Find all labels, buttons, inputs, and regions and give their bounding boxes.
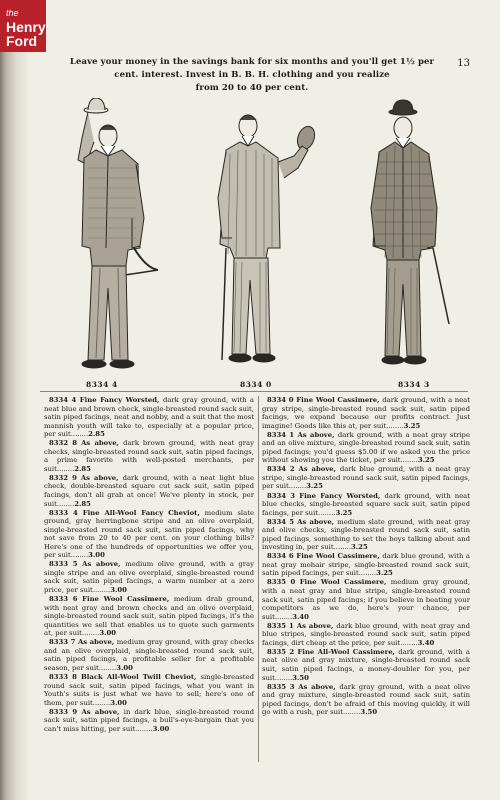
catalog-entry bbox=[262, 518, 470, 552]
entry-sku: 8333 8 bbox=[49, 673, 82, 681]
entry-name: As above, bbox=[81, 439, 124, 448]
entry-sku: 8333 6 bbox=[49, 595, 83, 604]
entry-leader-dots: ........ bbox=[318, 508, 336, 517]
entry-leader-dots: ........ bbox=[70, 551, 89, 560]
catalog-entry bbox=[262, 578, 470, 621]
entry-name: Fine Fancy Worsted, bbox=[79, 396, 163, 404]
entry-price: 3.00 bbox=[110, 586, 127, 595]
entry-name: Fine Fancy Worsted, bbox=[299, 491, 385, 500]
entry-price: 3.40 bbox=[417, 638, 435, 647]
entry-price: 3.00 bbox=[88, 551, 105, 560]
entry-sku: 8334 1 bbox=[267, 430, 298, 439]
entry-name: As above, bbox=[297, 430, 338, 439]
entry-name: As above, bbox=[81, 707, 124, 716]
catalog-entry bbox=[262, 648, 470, 682]
entry-sku: 8333 7 bbox=[49, 638, 78, 647]
logo-line-2: Henry bbox=[6, 19, 46, 35]
catalog-entry bbox=[44, 638, 254, 672]
entry-description: medium gray ground, with gray checks and an olive overplaid, single-breasted round sack suit, satin piped facings, a profitable seller for a profitable season, per suit bbox=[44, 638, 254, 672]
catalog-entry bbox=[44, 474, 254, 508]
entry-name: As above, bbox=[82, 560, 126, 569]
entry-price: 3.25 bbox=[306, 482, 323, 491]
illustration-man-tipping-hat bbox=[48, 98, 168, 378]
entry-name: Fine Wool Cassimere, bbox=[82, 595, 174, 604]
figure-caption-3: 8334 3 bbox=[398, 380, 430, 389]
entry-description: dark blue ground, with a neat gray mohair stripe, single-breasted round sack suit, satin piped facings, per suit bbox=[262, 552, 470, 578]
figure-caption-2: 8334 0 bbox=[240, 380, 272, 389]
catalog-entry bbox=[262, 431, 470, 465]
catalog-entry bbox=[262, 683, 470, 717]
entry-description: dark ground, with a neat light blue check, double-breasted square cut sack suit, satin piped facings, don't all grab at once! We've plenty in stock, per suit bbox=[44, 473, 255, 508]
left-column bbox=[44, 396, 254, 734]
entry-sku: 8334 3 bbox=[267, 491, 300, 500]
entry-price: 3.50 bbox=[360, 708, 378, 717]
entry-leader-dots: ........ bbox=[400, 638, 418, 647]
entry-name: Fine Wool Cassimere, bbox=[299, 578, 391, 587]
figure-caption-1: 8334 4 bbox=[86, 380, 118, 389]
entry-leader-dots: ........ bbox=[92, 698, 111, 707]
catalog-entry bbox=[44, 396, 254, 439]
header-line-2: cent. interest. Invest in B. B. H. clothing and you realize bbox=[114, 70, 390, 80]
entry-description: dark ground, with a neat gray stripe and an olive mixture, single-breasted round sack suit, satin piped facings; you'd guess $5.00 if we asked you the price without showing you the ticket, per suit bbox=[262, 430, 470, 465]
entry-leader-dots: ........ bbox=[56, 499, 75, 508]
catalog-entry bbox=[262, 396, 470, 430]
entry-sku: 8335 3 bbox=[267, 682, 299, 691]
entry-sku: 8334 6 bbox=[267, 552, 297, 561]
page-header bbox=[52, 56, 452, 95]
entry-name: Fine All-Wool Cassimere, bbox=[297, 647, 399, 656]
entry-sku: 8335 0 bbox=[267, 578, 300, 587]
catalog-entry bbox=[44, 673, 254, 707]
illustration-man-bowler-hat bbox=[345, 98, 465, 378]
entry-name: As above, bbox=[297, 517, 338, 526]
entry-description: dark blue ground, with neat gray and blue stripes, single-breasted round sack suit, satin piped facings, dirt cheap at the price, per suit bbox=[262, 621, 470, 647]
entry-description: medium olive ground, with a gray single stripe and an olive overplaid, single-breasted round sack suit, satin piped facings, a warm number at a zero price, per suit bbox=[44, 560, 255, 595]
entry-description: medium slate ground, gray herringbone stripe and an olive overplaid, single-breasted round sack suit, satin piped facings, why not save from 20 to 40 per cent. on your clothing bills? Here's one of the hundreds of opportunities we offer you, per suit bbox=[44, 508, 254, 560]
entry-sku: 8334 5 bbox=[267, 517, 298, 526]
henry-ford-logo bbox=[0, 0, 46, 52]
header-line-3: from 20 to 40 per cent. bbox=[195, 83, 309, 93]
entry-name: Fine Wool Cassimere, bbox=[296, 396, 383, 404]
entry-price: 3.40 bbox=[292, 612, 309, 621]
entry-price: 3.25 bbox=[417, 456, 435, 465]
entry-leader-dots: ........ bbox=[81, 629, 100, 638]
entry-name: As above, bbox=[77, 638, 117, 647]
entry-sku: 8332 8 bbox=[49, 439, 82, 448]
entry-price: 3.00 bbox=[110, 698, 127, 707]
catalog-entry bbox=[44, 708, 254, 734]
entry-name: As above, bbox=[80, 473, 123, 482]
entry-price: 3.50 bbox=[292, 673, 309, 682]
entry-description: dark brown ground, with neat gray checks, single-breasted round sack suit, satin piped facings, a prime favorite with well-posted merchants, per suit bbox=[44, 439, 254, 473]
entry-leader-dots: ........ bbox=[400, 456, 418, 465]
entry-leader-dots: ........ bbox=[98, 663, 117, 672]
entry-sku: 8333 9 bbox=[49, 707, 82, 716]
entry-sku: 8335 2 bbox=[267, 647, 298, 656]
catalog-entry bbox=[262, 622, 470, 648]
header-line-1: Leave your money in the savings bank for six months and you'll get 1½ per bbox=[69, 57, 435, 67]
entry-price: 2.85 bbox=[74, 499, 91, 508]
page-number: 13 bbox=[457, 58, 470, 69]
entry-description: dark ground, with a neat olive and gray mixture, single-breasted round sack suit, satin piped facings, a money-doubler for you, per suit bbox=[262, 647, 470, 682]
entry-leader-dots: ........ bbox=[274, 612, 293, 621]
entry-price: 3.00 bbox=[116, 663, 133, 672]
entry-price: 3.25 bbox=[335, 508, 353, 517]
entry-sku: 8332 9 bbox=[49, 473, 81, 482]
logo-line-1: the bbox=[6, 8, 19, 18]
entry-sku: 8333 4 bbox=[49, 508, 83, 517]
entry-name: Fine All-Wool Fancy Cheviot, bbox=[82, 508, 205, 517]
entry-leader-dots: ........ bbox=[56, 464, 75, 473]
entry-leader-dots: ........ bbox=[274, 673, 293, 682]
entry-leader-dots: ........ bbox=[70, 430, 89, 439]
entry-leader-dots: ........ bbox=[288, 482, 307, 491]
entry-price: 3.00 bbox=[99, 629, 116, 638]
catalog-entry bbox=[262, 552, 470, 578]
entry-price: 3.25 bbox=[376, 569, 393, 578]
entry-leader-dots: ........ bbox=[135, 724, 153, 733]
entry-sku: 8335 1 bbox=[267, 621, 297, 630]
entry-description: medium gray ground, with a neat gray and blue stripe, single-breasted round sack suit, satin piped facings; if you believe in beating your competitors as we do, here's your chance, per suit bbox=[262, 578, 470, 621]
entry-description: medium drab ground, with neat gray and brown checks and an olive overplaid, single-breasted round sack suit, satin piped facings, it's the quantities we sell that enables us to quote such garments at, per suit bbox=[44, 595, 255, 638]
entry-description: dark blue ground, with a neat gray stripe, single-breasted round sack suit, satin piped facings, per suit bbox=[262, 465, 470, 491]
entry-description: dark ground, with neat blue checks, single-breasted square sack suit, satin piped facings, per suit bbox=[262, 491, 471, 517]
entry-leader-dots: ........ bbox=[343, 708, 361, 717]
entry-leader-dots: ........ bbox=[92, 586, 111, 595]
entry-price: 3.00 bbox=[152, 724, 170, 733]
catalog-entry bbox=[44, 595, 254, 638]
entry-leader-dots: ........ bbox=[386, 421, 404, 430]
illustration-row bbox=[40, 98, 480, 380]
entry-sku: 8334 4 bbox=[49, 396, 80, 404]
entry-leader-dots: ........ bbox=[358, 569, 377, 578]
entry-price: 3.25 bbox=[403, 421, 421, 430]
column-divider bbox=[258, 396, 259, 762]
catalog-entry bbox=[262, 465, 470, 491]
catalog-entry bbox=[44, 509, 254, 560]
entry-sku: 8333 5 bbox=[49, 560, 83, 569]
right-column bbox=[262, 396, 470, 717]
entry-description: dark gray ground, with a neat olive and gray mixture, single-breasted round sack suit, satin piped facings, don't be afraid of this moving quickly, it will go with a rush, per suit bbox=[262, 682, 470, 717]
entry-description: medium slate ground, with neat gray and olive checks, single-breasted round sack suit, satin piped facings, something to set the boys talking about and investing in, per suit bbox=[262, 517, 470, 552]
entry-price: 2.85 bbox=[74, 464, 91, 473]
book-spine-shadow bbox=[0, 0, 28, 800]
entry-price: 2.85 bbox=[88, 430, 105, 439]
catalog-entry bbox=[262, 492, 470, 518]
entry-name: Black All-Wool Twill Cheviot, bbox=[81, 673, 201, 681]
illustration-man-waving-hat bbox=[198, 98, 318, 378]
entry-sku: 8334 0 bbox=[267, 396, 297, 404]
entry-name: As above, bbox=[298, 465, 340, 474]
entry-description: in dark blue, single-breasted round sack suit, satin piped facings, a bull's-eye-bargain that you can't miss hitting, per suit bbox=[44, 707, 254, 733]
catalog-entry bbox=[44, 560, 254, 594]
logo-line-3: Ford bbox=[6, 33, 38, 49]
entry-name: As above, bbox=[296, 621, 337, 630]
entry-description: dark ground, with a neat gray stripe, single-breasted round sack suit, satin piped facings, we expand because our profits contract. Just imagine! Goods like this at, per suit bbox=[262, 396, 470, 430]
entry-name: As above, bbox=[298, 682, 340, 691]
entry-sku: 8334 2 bbox=[267, 465, 299, 474]
entry-description: dark gray ground, with a neat blue and brown check, single-breasted round sack suit, satin piped facings, neat and nobby, and a suit that the most mannish youth will take to, especially at a popular price, per suit bbox=[44, 396, 254, 439]
entry-price: 3.25 bbox=[351, 543, 368, 552]
entry-leader-dots: ........ bbox=[333, 543, 352, 552]
entry-description: single-breasted round sack suit, satin piped facings, what you want in Youth's suits is just what we have to sell; here's one of them, per suit bbox=[44, 673, 254, 707]
entry-name: Fine Wool Cassimere, bbox=[296, 552, 383, 561]
separator-rule bbox=[40, 391, 468, 392]
catalog-entry bbox=[44, 439, 254, 473]
